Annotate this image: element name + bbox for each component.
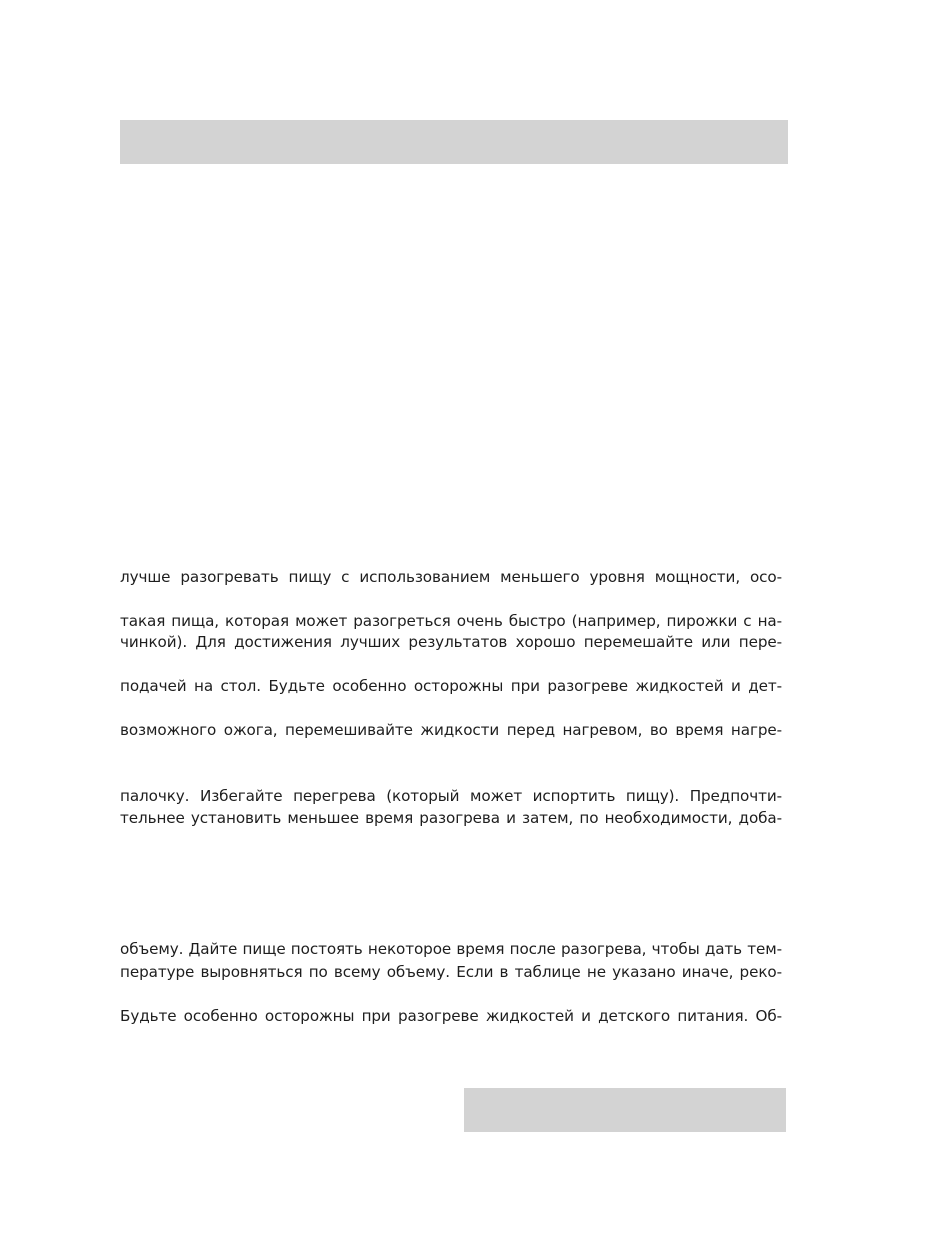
text-line: такая пища, которая может разогреться очень быстро (например, пирожки с на- <box>120 612 782 630</box>
text-line: чинкой). Для достижения лучших результатов хорошо перемешайте или пере- <box>120 633 782 651</box>
text-line: палочку. Избегайте перегрева (который может испортить пищу). Предпочти- <box>120 787 782 805</box>
text-line: объему. Дайте пище постоять некоторое время после разогрева, чтобы дать тем- <box>120 940 782 958</box>
text-line: лучше разогревать пищу с использованием меньшего уровня мощности, осо- <box>120 568 782 586</box>
text-line: тельнее установить меньшее время разогрева и затем, по необходимости, доба- <box>120 809 782 827</box>
redacted-footer-bar <box>464 1088 786 1132</box>
text-line: подачей на стол. Будьте особенно осторожны при разогреве жидкостей и дет- <box>120 677 782 695</box>
text-line: Будьте особенно осторожны при разогреве жидкостей и детского питания. Об- <box>120 1007 782 1025</box>
redacted-header-bar <box>120 120 788 164</box>
text-line: пературе выровняться по всему объему. Если в таблице не указано иначе, реко- <box>120 963 782 981</box>
text-line: возможного ожога, перемешивайте жидкости перед нагревом, во время нагре- <box>120 721 782 739</box>
